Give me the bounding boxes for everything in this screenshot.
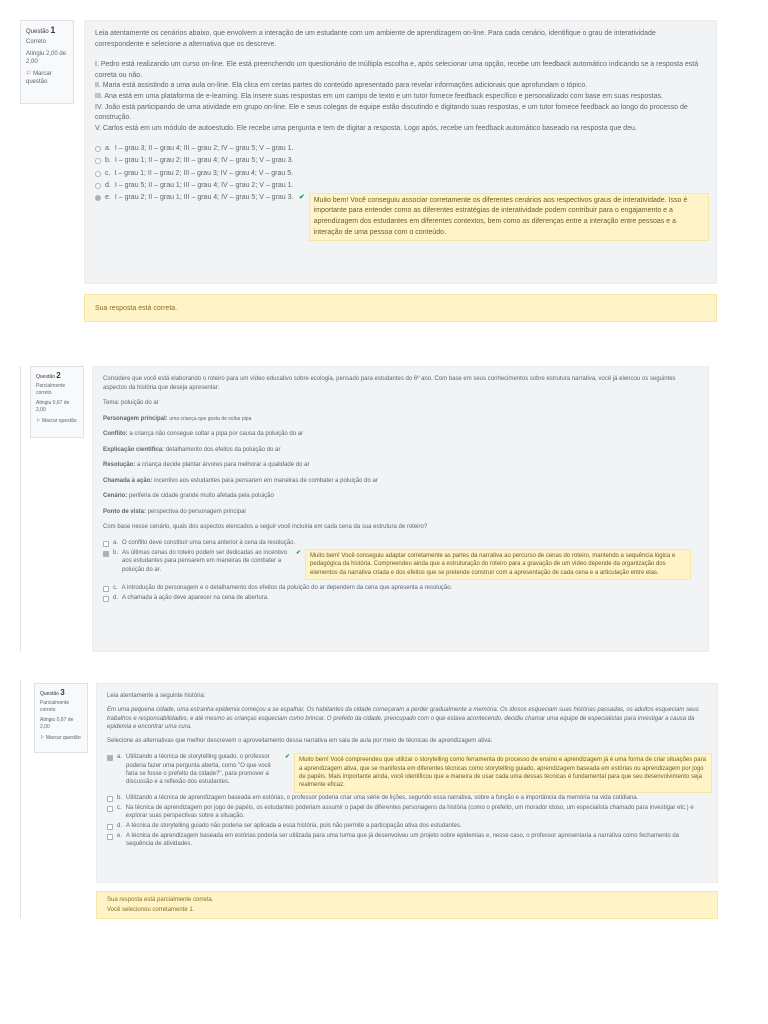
checkbox-checked[interactable] bbox=[107, 755, 113, 761]
q1-scenario-4: IV. João está participando de uma atividade em grupo on-line. Ele e seus colegas de equipe estão discutindo e digitando suas respostas, e um tutor fornece feedback ao longo do processo de construção. bbox=[95, 103, 688, 122]
q2-aspect-2: Personagem principal: uma criança que gosta de soltar pipa bbox=[103, 415, 252, 422]
q2-side-rule bbox=[20, 366, 21, 652]
q3-option-e[interactable]: e. A técnica de aprendizagem baseada em estórias poderia ser utilizada para uma turma que já desenvolveu um projeto sobre epidemias e, nesse caso, o professor apresentaria a narrativa como fechamento da sequência de atividades. bbox=[107, 832, 707, 849]
q2-state: Parcialmente correto bbox=[36, 383, 66, 396]
q2-feedback: Muito bem! Você conseguiu adaptar corretamente as partes da narrativa ao percurso de cenas do roteiro, mantendo a sequência lógica e pedagógica da história. Compreendeu ainda que a estruturação do roteiro para a gravação de um vídeo depende da organização dos elementos da narrativa criada e dos efeitos que se pretende construir com a apresentação de cada cena e a articulação entre elas. bbox=[305, 549, 691, 581]
q1-option-d[interactable]: d. I – grau 5; II – grau 1; III – grau 4; IV – grau 2; V – grau 1. bbox=[95, 181, 706, 192]
q3-answers bbox=[107, 753, 707, 848]
checkbox-checked[interactable] bbox=[103, 551, 109, 557]
q1-scenario-1: I. Pedro está realizando um curso on-line. Ele está preenchendo um questionário de múltipla escolha e, após selecionar uma opção, recebe um feedback automático indicando se a resposta está correta ou não. bbox=[95, 61, 699, 79]
q1-scenario-5: V. Carlos está em um módulo de autoestudo. Ele recebe uma pergunta e tem de digitar a resposta. Logo após, recebe um feedback automático baseado na resposta que deu. bbox=[95, 124, 637, 132]
q2-aspect-1: Tema: poluição do ar bbox=[103, 400, 159, 406]
flag-icon: ⚐ bbox=[26, 71, 32, 77]
checkbox[interactable] bbox=[107, 824, 113, 830]
q2-flag-link[interactable]: ⚐ Marcar questão bbox=[36, 418, 77, 424]
q2-aspect-5: Resolução: a criança decide plantar árvores para melhorar a qualidade do ar bbox=[103, 462, 310, 468]
q3-grade: Atingiu 0,67 de 2,00 bbox=[40, 717, 74, 730]
flag-icon: ⚐ bbox=[40, 735, 45, 741]
check-icon: ✔ bbox=[296, 549, 302, 556]
q2-option-a[interactable]: a. O conflito deve constituir uma cena anterior à cena da resolução. bbox=[103, 539, 698, 548]
q3-side-rule bbox=[20, 680, 21, 918]
q2-content bbox=[92, 366, 709, 652]
q2-option-b[interactable]: b. As últimas cenas do roteiro podem ser dedicadas ao incentivo aos estudantes para pensarem em maneiras de combater a poluição do ar. ✔ Muito bem! Você conseguiu adaptar corretamente as partes da narrativa ao percurso de cenas do roteiro, mantendo a sequência lógica e pedagógica da história. Compreendeu ainda que a estruturação do roteiro para a gravação de um vídeo depende da organização dos elementos da narrativa criada e dos efeitos que se pretende construir com a apresentação de cada cena e a articulação entre elas. bbox=[103, 549, 698, 581]
q2-info-box bbox=[30, 366, 84, 438]
q3-option-c[interactable]: c. Na técnica de aprendizagem por jogo de papéis, os estudantes poderiam assumir o papel de diferentes personagens da história (como o prefeito, um morador idoso, um especialista chamado para investigar etc.) e explorar suas perspectivas sobre a situação. bbox=[107, 804, 707, 821]
q3-story: Em uma pequena cidade, uma estranha epidemia começou a se espalhar. Os habitantes da cidade começaram a perder gradualmente a memória. Os idosos esqueciam suas histórias passadas, os adultos esqueciam seus trabalhos e responsabilidades, e até mesmo as crianças esqueciam como brincar. O prefeito da cidade, preocupado com o que estava acontecendo, decidiu chamar uma equipe de especialistas para investigar a causa da epidemia e encontrar uma cura. bbox=[107, 707, 699, 730]
checkbox[interactable] bbox=[107, 796, 113, 802]
q1-option-c[interactable]: c. I – grau 1; II – grau 2; III – grau 3; IV – grau 4; V – grau 5. bbox=[95, 169, 706, 180]
checkbox[interactable] bbox=[103, 541, 109, 547]
q1-scenario-3: III. Ana está em uma plataforma de e-learning. Ela insere suas respostas em um campo de texto e um tutor fornece feedback específico e personalizado com base em suas respostas. bbox=[95, 92, 664, 100]
q1-grade: Atingiu 2,00 de 2,00 bbox=[26, 51, 67, 65]
q2-option-d[interactable]: d. A chamada à ação deve aparecer na cena de abertura. bbox=[103, 594, 698, 603]
checkbox[interactable] bbox=[103, 596, 109, 602]
q1-scenario-2: II. Maria está assistindo a uma aula on-line. Ela clica em certas partes do conteúdo apresentado para revelar informações adicionais que aprofundam o tópico. bbox=[95, 82, 588, 90]
q3-outcome: Sua resposta está parcialmente correta. Você selecionou corretamente 1. bbox=[96, 891, 718, 919]
checkbox[interactable] bbox=[103, 586, 109, 592]
q1-option-a[interactable]: a. I – grau 3; II – grau 4; III – grau 2; IV – grau 5; V – grau 1. bbox=[95, 144, 706, 155]
checkbox[interactable] bbox=[107, 834, 113, 840]
q1-content bbox=[84, 20, 717, 284]
q1-intro: Leia atentamente os cenários abaixo, que envolvem a interação de um estudante com um ambiente de aprendizagem on-line. Para cada cenário, identifique o grau de interatividade correspondente e selecione a alternativa que os descreve. bbox=[95, 30, 656, 48]
q3-option-a[interactable]: a. Utilizando a técnica de storytelling guiado, o professor poderia fazer uma pergunta aberta, como "O que você faria se fosse o prefeito da cidade?", para promover a discussão e a reflexão dos estudantes. ✔ Muito bem! Você compreendeu que utilizar o storytelling como ferramenta do processo de ensino e aprendizagem já é uma forma de criar situações para a aprendizagem ativa, que se manifesta em diferentes técnicas como storytelling guiado, aprendizagem baseada em estórias ou aprendizagem por jogo de papéis. Mais importante ainda, você identificou que a maneira de usar cada uma dessas técnicas é fundamental para que seu desenvolvimento seja realmente eficaz. bbox=[107, 753, 707, 792]
q1-answers bbox=[95, 144, 706, 241]
q2-aspect-3: Conflito: a criança não consegue soltar a pipa por causa da poluição do ar bbox=[103, 431, 304, 437]
q1-info-box bbox=[20, 20, 74, 104]
q2-intro: Considere que você está elaborando o roteiro para um vídeo educativo sobre ecologia, pensado para estudantes do 6º ano. Com base em seus conhecimentos sobre estrutura narrativa, você já elencou os seguintes aspectos da história que deseja apresentar: bbox=[103, 376, 676, 391]
q2-aspect-7: Cenário: periferia de cidade grande muito afetada pela poluição bbox=[103, 493, 274, 499]
check-icon: ✔ bbox=[298, 193, 305, 201]
radio-button-selected[interactable] bbox=[95, 195, 101, 201]
q1-feedback: Muito bem! Você conseguiu associar corretamente os diferentes cenários aos respectivos graus de interatividade. Isso é importante para entender como as diferentes estratégias de interatividade podem contribuir para o engajamento e a aprendizagem dos estudantes em diferentes contextos, bem como as diferenças entre a interação entre pessoas e a interação de uma pessoa com o conteúdo. bbox=[309, 193, 709, 241]
q2-aspect-8: Ponto de vista: perspectiva do personagem principal bbox=[103, 508, 246, 515]
q1-option-b[interactable]: b. I – grau 1; II – grau 2; III – grau 4; IV – grau 5; V – grau 3. bbox=[95, 156, 706, 167]
check-icon: ✔ bbox=[285, 754, 291, 761]
q3-option-d[interactable]: d. A técnica de storytelling guiado não poderia ser aplicada a essa história, pois não permite a participação ativa dos estudantes. bbox=[107, 822, 707, 830]
q3-option-b[interactable]: b. Utilizando a técnica de aprendizagem baseada em estórias, o professor poderia criar uma série de lições, segundo essa narrativa, sobre a função e a importância da memória na vida cotidiana. bbox=[107, 794, 707, 802]
q3-number: Questão 3 bbox=[40, 688, 65, 697]
q3-info-box bbox=[34, 683, 88, 753]
q3-intro: Leia atentamente a seguinte história: bbox=[107, 693, 206, 699]
radio-button[interactable] bbox=[95, 171, 101, 177]
q2-number: Questão 2 bbox=[36, 371, 61, 380]
q2-prompt: Com base nesse cenário, quais dos aspectos elencados a seguir você incluiria em cada cena da sua estrutura de roteiro? bbox=[103, 524, 428, 530]
q3-prompt: Selecione as alternativas que melhor descrevem o aproveitamento dessa narrativa em sala de aula por meio de técnicas de aprendizagem ativa: bbox=[107, 738, 493, 745]
q2-grade: Atingiu 0,67 de 2,00 bbox=[36, 400, 70, 413]
q3-content bbox=[96, 683, 718, 883]
q3-state: Parcialmente correto bbox=[40, 700, 70, 713]
q3-flag-link[interactable]: ⚐ Marcar questão bbox=[40, 735, 81, 741]
flag-icon: ⚐ bbox=[36, 418, 41, 424]
q2-answers bbox=[103, 539, 698, 603]
q1-outcome: Sua resposta está correta. bbox=[84, 294, 717, 322]
q2-option-c[interactable]: c. A introdução do personagem e o detalhamento dos efeitos da poluição do ar dependem da cena que apresenta a resolução. bbox=[103, 584, 698, 593]
radio-button[interactable] bbox=[95, 146, 101, 152]
q3-feedback: Muito bem! Você compreendeu que utilizar o storytelling como ferramenta do processo de ensino e aprendizagem já é uma forma de criar situações para a aprendizagem ativa, que se manifesta em diferentes técnicas como storytelling guiado, aprendizagem baseada em estórias ou aprendizagem por jogo de papéis. Mais importante ainda, você identificou que a maneira de usar cada uma dessas técnicas é fundamental para que seu desenvolvimento seja realmente eficaz. bbox=[294, 753, 712, 792]
q2-aspect-4: Explicação científica: detalhamento dos efeitos da poluição do ar bbox=[103, 446, 281, 453]
q1-flag-link[interactable]: ⚐ Marcar questão bbox=[26, 71, 52, 85]
q2-aspect-6: Chamada à ação: incentivo aos estudantes para pensarem em maneiras de combater a poluição do ar bbox=[103, 477, 378, 484]
radio-button[interactable] bbox=[95, 158, 101, 164]
checkbox[interactable] bbox=[107, 806, 113, 812]
q1-option-e[interactable]: e. I – grau 2; II – grau 1; III – grau 4; IV – grau 5; V – grau 3. ✔ Muito bem! Você conseguiu associar corretamente os diferentes cenários aos respectivos graus de interatividade. Isso é importante para entender como as diferentes estratégias de interatividade podem contribuir para o engajamento e a aprendizagem dos estudantes em diferentes contextos, bem como as diferenças entre a interação entre pessoas e a interação de uma pessoa com o conteúdo. bbox=[95, 193, 706, 241]
q1-number: Questão 1 bbox=[26, 25, 56, 35]
radio-button[interactable] bbox=[95, 183, 101, 189]
q1-state: Correto bbox=[26, 39, 47, 45]
